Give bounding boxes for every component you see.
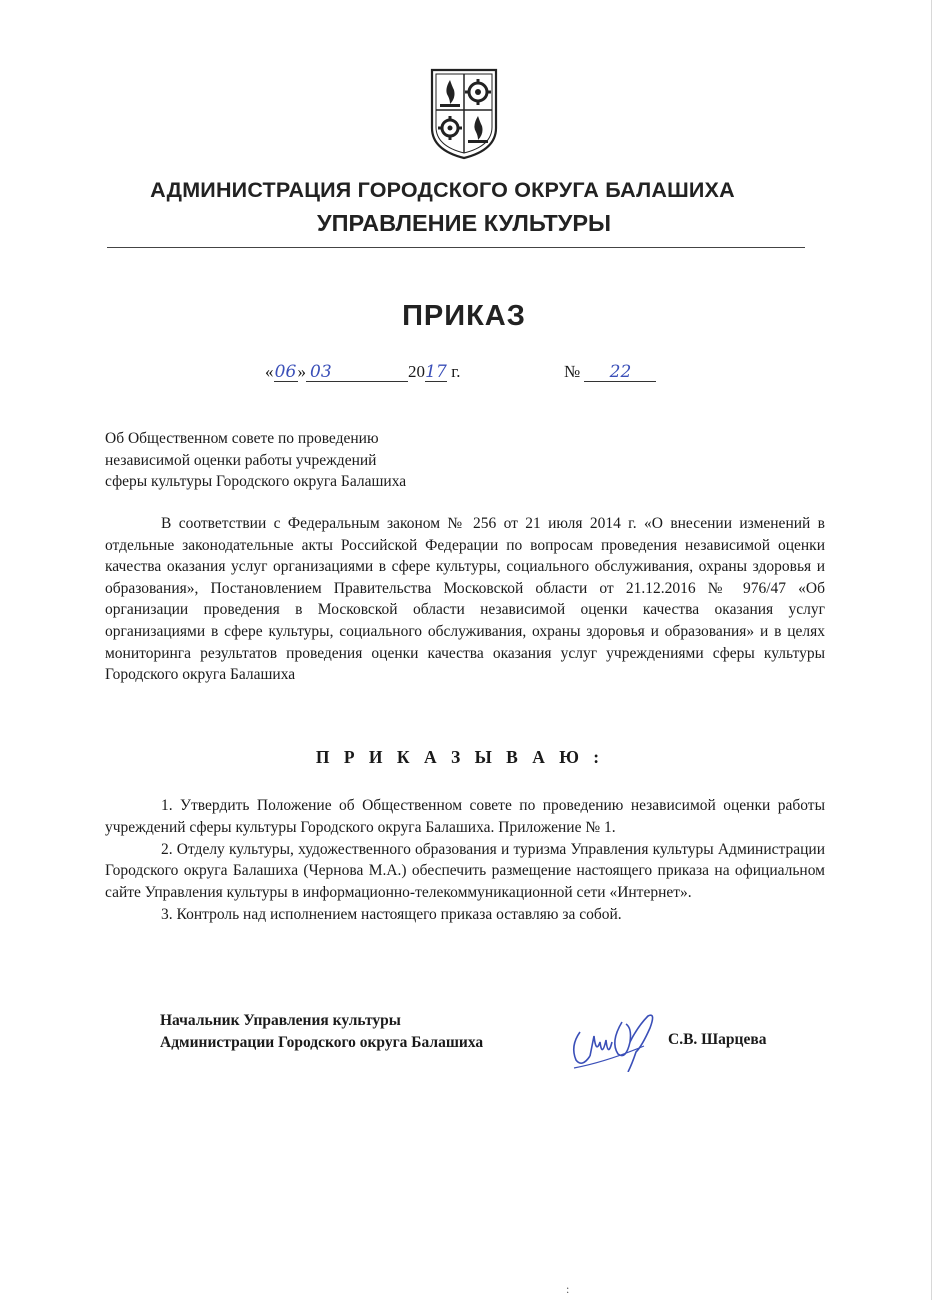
number-label: № — [564, 362, 581, 381]
date-close-quote: » — [297, 362, 306, 381]
date-year-suffix: 17 — [425, 362, 447, 382]
date-day: 06 — [274, 362, 297, 382]
order-item: 2. Отделу культуры, художественного образования и туризма Управления культуры Администрации Городского округа Балашиха (Чернова М.А.) обеспечить размещение настоящего приказа на официальном сайте Управления культуры в информационно-телекоммуникационной сети «Интернет». — [105, 840, 825, 902]
order-item: 1. Утвердить Положение об Общественном совете по проведению независимой оценки работы учреждений сферы культуры Городского округа Балашиха. Приложение № 1. — [105, 797, 825, 836]
number-value: 22 — [584, 363, 656, 382]
footer-mark: : — [566, 1282, 570, 1296]
document-title: ПРИКАЗ — [402, 300, 526, 332]
order-date — [265, 362, 461, 382]
handwritten-signature — [566, 1002, 676, 1072]
organization-name: АДМИНИСТРАЦИЯ ГОРОДСКОГО ОКРУГА БАЛАШИХА — [150, 178, 735, 202]
date-open-quote: « — [265, 362, 274, 381]
subject-line: Об Общественном совете по проведению — [105, 430, 379, 447]
header-divider — [107, 247, 805, 248]
date-month: 03 — [306, 363, 408, 382]
preamble-paragraph: В соответствии с Федеральным законом № 256 от 21 июля 2014 г. «О внесении изменений в отдельные законодательные акты Российской Федерации по вопросам проведения независимой оценки качества оказания услуг организациями в сфере культуры, социального обслуживания, охраны здоровья и образования», Постановлением Правительства Московской области от 21.12.2016 № 976/47 «Об организации проведения в Московской области независимой оценки качества оказания услуг организациями в сфере культуры, социального обслуживания, охраны здоровья и образования» и в целях мониторинга результатов проведения оценки качества оказания услуг учреждениями сферы культуры Городского округа Балашиха — [105, 515, 825, 684]
order-directive-heading: П Р И К А З Ы В А Ю : — [315, 747, 605, 767]
coat-of-arms-icon — [428, 66, 500, 162]
order-items — [105, 795, 825, 926]
order-subject — [105, 428, 406, 493]
position-line: Администрации Городского округа Балашиха — [160, 1033, 484, 1051]
order-item: 3. Контроль над исполнением настоящего приказа оставляю за собой. — [161, 905, 622, 923]
position-line: Начальник Управления культуры — [160, 1012, 401, 1029]
department-name: УПРАВЛЕНИЕ КУЛЬТУРЫ — [316, 210, 611, 236]
date-year-prefix: 20 — [408, 362, 425, 381]
signer-name: С.В. Шарцева — [668, 1031, 767, 1048]
page-edge — [931, 0, 932, 1300]
order-number — [564, 362, 656, 382]
subject-line: независимой оценки работы учреждений — [105, 451, 377, 469]
subject-line: сферы культуры Городского округа Балашиха — [105, 473, 407, 490]
signatory-position — [160, 1010, 483, 1053]
date-year-unit: г. — [451, 362, 461, 381]
